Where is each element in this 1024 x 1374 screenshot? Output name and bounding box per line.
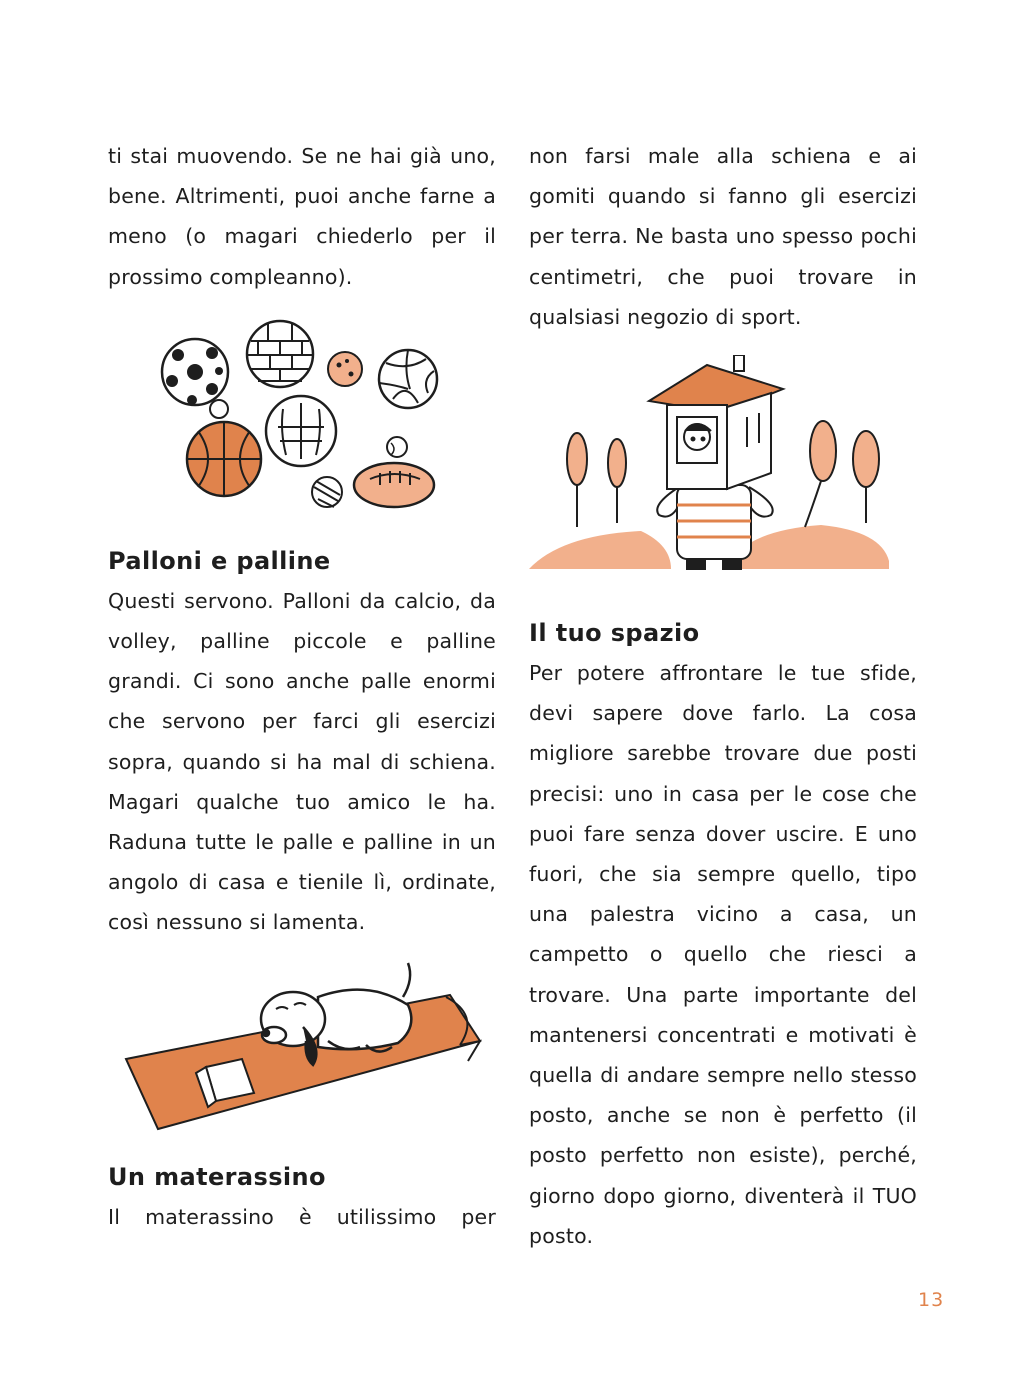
soccer-ball-icon bbox=[162, 339, 228, 405]
brick-ball-icon bbox=[247, 321, 313, 387]
leather-ball-icon bbox=[266, 396, 336, 466]
small-ball-icon bbox=[328, 352, 362, 386]
basketball-icon bbox=[187, 422, 261, 496]
house-head-illustration bbox=[521, 355, 909, 575]
left-column bbox=[108, 136, 496, 1237]
mat-section-body-start: Il materassino è utilissimo per bbox=[108, 1204, 496, 1229]
balls-section-title: Palloni e palline bbox=[108, 546, 331, 575]
tree-icon-left bbox=[567, 433, 626, 527]
dog-on-mat-illustration bbox=[108, 957, 496, 1147]
tree-icon-right bbox=[805, 421, 879, 527]
tiny-ball-icon bbox=[210, 400, 228, 418]
ribbed-ball-icon bbox=[312, 477, 342, 507]
balls-section-body: Questi servono. Palloni da calcio, da volley, palline piccole e palline grandi. Ci sono anche palle enormi che servono per farci gli esercizi sopra, quando si ha mal di schiena. Magari qualche tuo amico le ha. Raduna tutte le palle e palline in un angolo di casa e tienile lì, ordinate, così nessuno si lamenta. bbox=[108, 588, 496, 935]
house-icon bbox=[649, 355, 783, 489]
right-column bbox=[529, 136, 917, 1256]
tennis-ball-icon bbox=[387, 437, 407, 457]
volleyball-icon bbox=[379, 350, 437, 408]
space-section-body: Per potere affrontare le tue sfide, devi sapere dove farlo. La cosa migliore sarebbe trovare due posti precisi: uno in casa per le cose che puoi fare senza dover uscire. E uno fuori, che sia sempre quello, tipo una palestra vicino a casa, un campetto o quello che riesci a trovare. Una parte importante del mantenersi concentrati e motivati è quella di andare sempre nello stesso posto, anche se non è perfetto (il posto perfetto non esiste), perché, giorno dopo giorno, diventerà il TUO posto. bbox=[529, 661, 917, 1248]
balls-illustration bbox=[108, 319, 496, 539]
space-section-title: Il tuo spazio bbox=[529, 619, 700, 648]
rugby-ball-icon bbox=[354, 463, 434, 507]
page-number: 13 bbox=[918, 1289, 945, 1311]
mat-section-body-continued: non farsi male alla schiena e ai gomiti quando si fanno gli esercizi per terra. Ne basta uno spesso pochi centimetri, che puoi trovare in qualsiasi negozio di sport. bbox=[529, 144, 917, 329]
mat-section-title: Un materassino bbox=[108, 1162, 326, 1191]
intro-paragraph: ti stai muovendo. Se ne hai già uno, bene. Altrimenti, puoi anche farne a meno (o magari chiederlo per il prossimo compleanno). bbox=[108, 144, 496, 289]
